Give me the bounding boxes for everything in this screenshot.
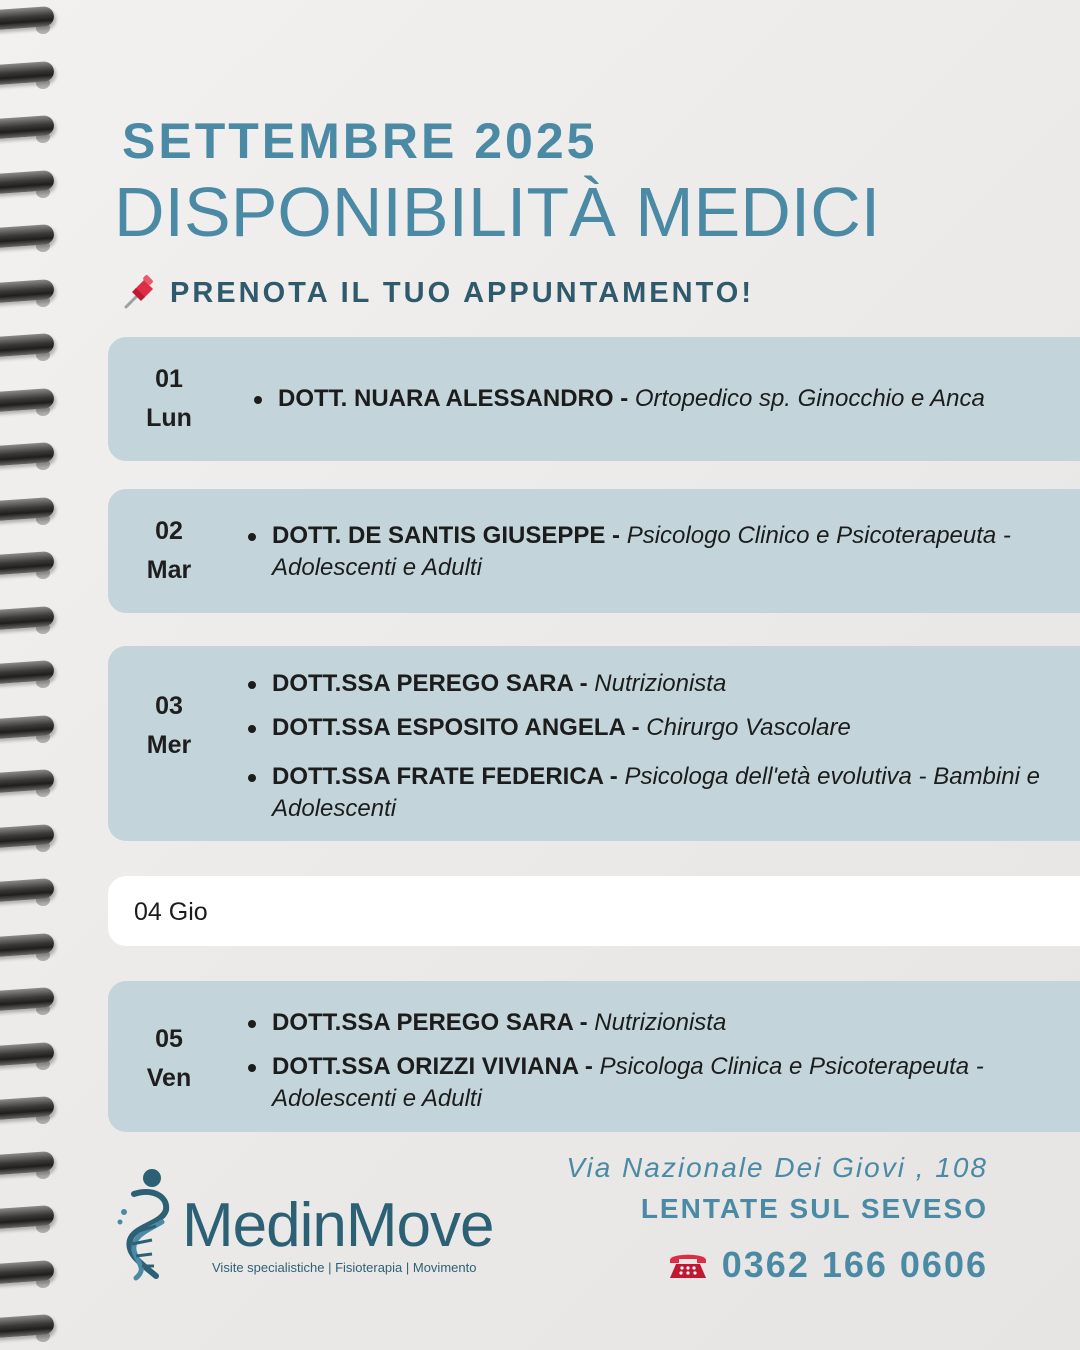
doctor-specialty: Psicologa Clinica e Psicoterapeuta - Adolescenti e Adulti — [272, 1053, 984, 1112]
bullet-icon — [248, 533, 256, 541]
spiral-ring — [0, 60, 55, 84]
booking-call-to-action — [122, 275, 754, 311]
telephone-icon — [668, 1250, 708, 1280]
doctor-specialty: Chirurgo Vascolare — [646, 714, 851, 741]
day-weekday: Lun — [146, 404, 192, 432]
doctor-name: DOTT.SSA PEREGO SARA - — [272, 1009, 588, 1036]
phone-contact[interactable] — [668, 1244, 988, 1286]
bullet-icon — [248, 774, 256, 782]
doctor-specialty: Nutrizionista — [594, 1009, 727, 1036]
day-label — [108, 1020, 230, 1098]
cta-label: PRENOTA IL TUO APPUNTAMENTO! — [170, 276, 754, 309]
address-street: Via Nazionale Dei Giovi , 108 — [566, 1152, 988, 1183]
day-row-02 — [108, 489, 1080, 613]
doctor-entry — [248, 712, 1058, 744]
day-number: 02 — [155, 517, 183, 545]
doctor-name: DOTT.SSA ORIZZI VIVIANA - — [272, 1053, 593, 1080]
day-weekday: Mer — [146, 731, 192, 759]
spiral-ring — [0, 169, 55, 193]
day-number: 03 — [155, 692, 183, 720]
doctor-name: DOTT.SSA PEREGO SARA - — [272, 670, 588, 697]
spiral-ring — [0, 1150, 55, 1174]
day-label — [108, 360, 230, 438]
spiral-binding — [0, 0, 70, 1350]
page-title: DISPONIBILITÀ MEDICI — [114, 173, 881, 251]
doctor-entry — [248, 520, 1058, 584]
bullet-icon — [248, 1020, 256, 1028]
spiral-ring — [0, 496, 55, 520]
spiral-ring — [0, 1041, 55, 1065]
day-row-03 — [108, 646, 1080, 841]
spiral-ring — [0, 387, 55, 411]
day-row-04 — [108, 876, 1080, 946]
day-weekday: Mar — [146, 556, 192, 584]
day-number: 01 — [155, 365, 183, 393]
doctor-specialty: Ortopedico sp. Ginocchio e Anca — [634, 385, 985, 412]
bullet-icon — [254, 396, 262, 404]
bullet-icon — [248, 1064, 256, 1072]
doctor-name: DOTT.SSA FRATE FEDERICA - — [272, 763, 618, 790]
bullet-icon — [248, 681, 256, 689]
month-heading: SETTEMBRE 2025 — [122, 113, 598, 169]
phone-number[interactable]: 0362 166 0606 — [721, 1244, 988, 1285]
day-label: 04 Gio — [134, 898, 208, 926]
doctor-entry — [248, 1007, 1058, 1039]
spiral-ring — [0, 932, 55, 956]
day-number: 05 — [155, 1025, 183, 1053]
spiral-ring — [0, 278, 55, 302]
day-row-01 — [108, 337, 1080, 461]
doctor-entry — [248, 1051, 1058, 1115]
doctor-specialty: Nutrizionista — [594, 670, 727, 697]
pushpin-icon — [122, 275, 158, 311]
spiral-ring — [0, 1259, 55, 1283]
day-row-05 — [108, 981, 1080, 1132]
spiral-ring — [0, 605, 55, 629]
day-label — [108, 512, 230, 590]
doctor-name: DOTT. DE SANTIS GIUSEPPE - — [272, 522, 621, 549]
day-weekday: Ven — [146, 1064, 192, 1092]
address-city: LENTATE SUL SEVESO — [640, 1193, 988, 1224]
medinmove-logo — [112, 1162, 532, 1287]
brand-tagline: Visite specialistiche | Fisioterapia | Movimento — [212, 1260, 477, 1275]
bullet-icon — [248, 725, 256, 733]
day-label — [108, 687, 230, 765]
spiral-ring — [0, 714, 55, 738]
brand-name: MedinMove — [182, 1191, 494, 1260]
doctor-entry — [254, 383, 1058, 415]
doctor-entry — [248, 761, 1058, 825]
spiral-ring — [0, 823, 55, 847]
doctor-entry — [248, 668, 1058, 700]
doctor-name: DOTT.SSA ESPOSITO ANGELA - — [272, 714, 640, 741]
doctor-name: DOTT. NUARA ALESSANDRO - — [278, 385, 629, 412]
doctor-specialty: Psicologa dell'età evolutiva - Bambini e Adolescenti — [272, 763, 1040, 822]
dna-person-logo-icon — [112, 1166, 182, 1284]
doctor-specialty: Psicologo Clinico e Psicoterapeuta - Adolescenti e Adulti — [272, 522, 1011, 581]
